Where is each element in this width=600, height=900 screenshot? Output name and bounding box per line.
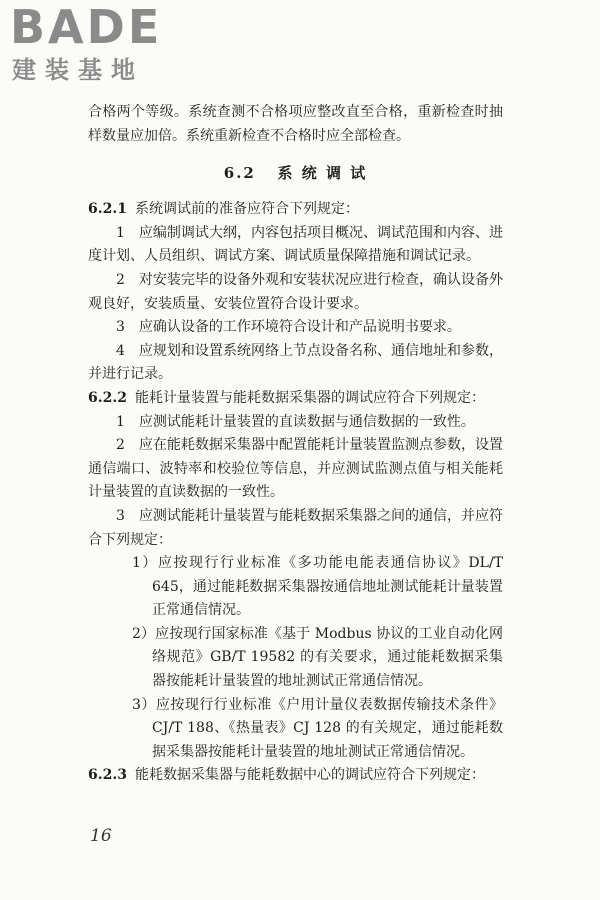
section-heading	[88, 162, 503, 184]
clause-subitem: 2）应按现行国家标准《基于 Modbus 协议的工业自动化网络规范》GB/T 19582 的有关要求，通过能耗数据采集器按能耗计量装置的地址测试正常通信情况。	[132, 625, 503, 690]
logo-wordmark: BADE	[10, 0, 163, 54]
clause-subitem: 3）应按现行行业标准《户用计量仪表数据传输技术条件》CJ/T 188、《热量表》CJ 128 的有关规定，通过能耗数据采集器按能耗计量装置的地址测试正常通信情况。	[132, 696, 503, 760]
clause-item: 1 应测试能耗计量装置的直读数据与通信数据的一致性。	[116, 413, 475, 430]
clause-number: 6.2.1	[88, 201, 127, 218]
clause-text: 能耗计量装置与能耗数据采集器的调试应符合下列规定：	[134, 389, 485, 406]
clause-item: 4 应规划和设置系统网络上节点设备名称、通信地址和参数，并进行记录。	[88, 342, 503, 383]
clause-6-2-2	[88, 387, 503, 411]
intro-paragraph: 合格两个等级。系统查测不合格项应整改直至合格，重新检查时抽样数量应加倍。系统重新检查不合格时应全部检查。	[88, 104, 503, 144]
page-number: 16	[90, 826, 112, 846]
clause-text: 能耗数据采集器与能耗数据中心的调试应符合下列规定：	[134, 767, 485, 784]
clause-item: 1 应编制调试大纲，内容包括项目概况、调试范围和内容、进度计划、人员组织、调试方案、调试质量保障措施和调试记录。	[88, 224, 503, 265]
clause-item: 3 应测试能耗计量装置与能耗数据采集器之间的通信，并应符合下列规定：	[88, 507, 503, 548]
clause-number: 6.2.3	[88, 767, 127, 784]
clause-text: 系统调试前的准备应符合下列规定：	[134, 201, 359, 218]
logo-subtitle: 建装基地	[12, 56, 144, 84]
section-number: 6.2	[223, 164, 256, 183]
clause-item: 3 应确认设备的工作环境符合设计和产品说明书要求。	[116, 319, 461, 336]
section-title: 系 统 调 试	[277, 164, 368, 183]
clause-item: 2 应在能耗数据采集器中配置能耗计量装置监测点参数，设置通信端口、波特率和校验位等信息，并应测试监测点值与相关能耗计量装置的直读数据的一致性。	[88, 437, 503, 501]
clause-subitem: 1）应按现行行业标准《多功能电能表通信协议》DL/T 645，通过能耗数据采集器按通信地址测试能耗计量装置正常通信情况。	[132, 555, 503, 619]
brand-logo	[10, 0, 163, 84]
clause-6-2-3	[88, 764, 503, 788]
clause-6-2-1	[88, 198, 503, 222]
clause-item: 2 对安装完毕的设备外观和安装状况应进行检查，确认设备外观良好，安装质量、安装位置符合设计要求。	[88, 271, 503, 312]
clause-number: 6.2.2	[88, 389, 127, 406]
page-body	[88, 101, 503, 788]
